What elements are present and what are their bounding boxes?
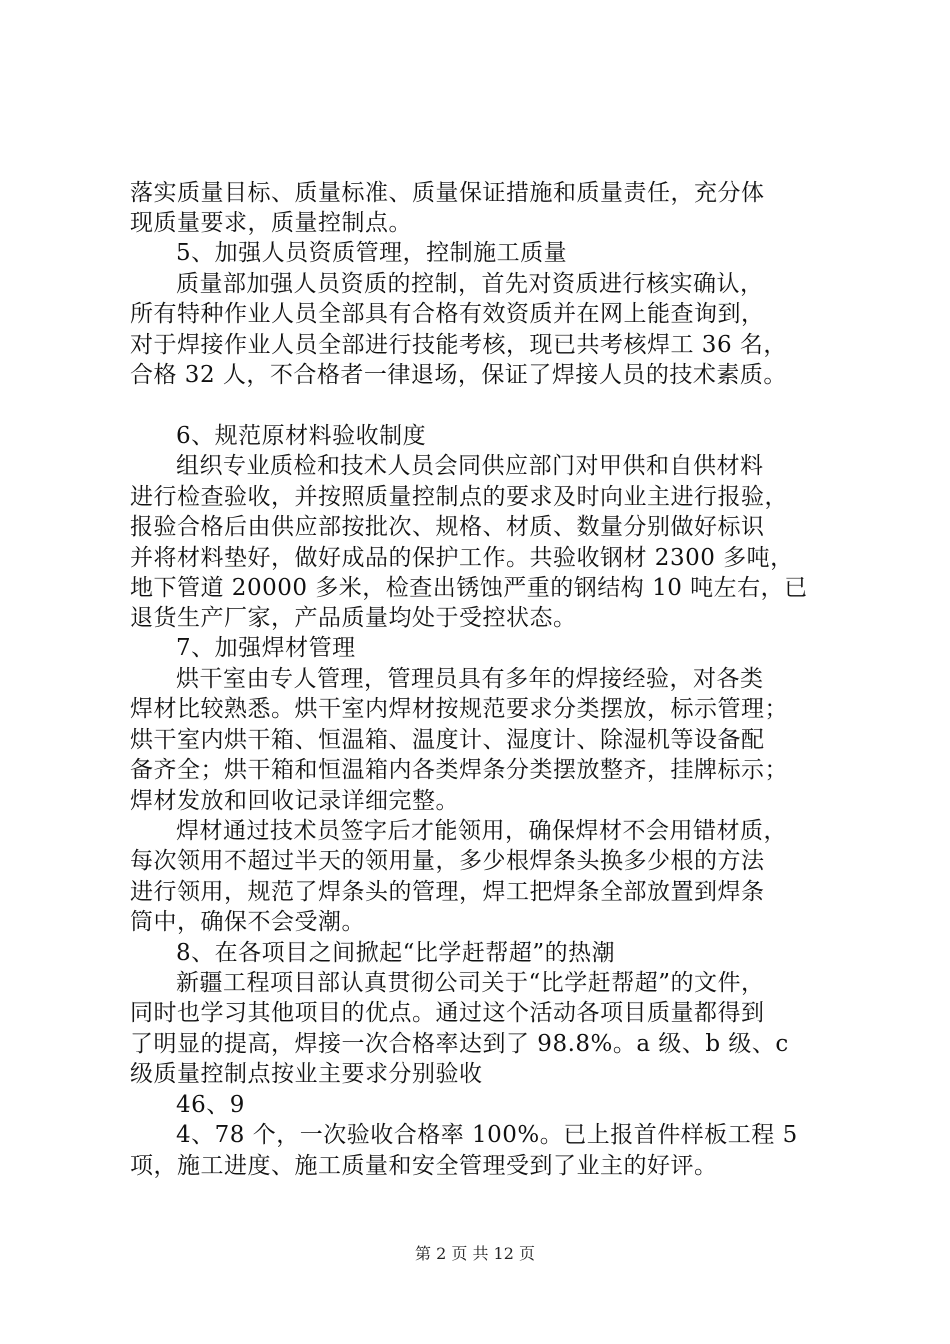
text-line: 进行检查验收，并按照质量控制点的要求及时向业主进行报验， (130, 484, 788, 510)
text-line: 落实质量目标、质量标准、质量保证措施和质量责任，充分体 (130, 180, 765, 206)
text-line: 烘干室由专人管理，管理员具有多年的焊接经验，对各类 (176, 666, 764, 692)
text-line: 焊材发放和回收记录详细完整。 (130, 788, 459, 814)
section-heading: 6、规范原材料验收制度 (176, 423, 427, 449)
text-line: 备齐全；烘干箱和恒温箱内各类焊条分类摆放整齐，挂牌标示； (130, 757, 788, 783)
text-line: 现质量要求，质量控制点。 (130, 210, 412, 236)
section-heading: 5、加强人员资质管理，控制施工质量 (176, 240, 568, 266)
section-heading: 7、加强焊材管理 (176, 635, 356, 661)
text-line: 筒中，确保不会受潮。 (130, 909, 365, 935)
text-line: 46、9 (176, 1092, 245, 1118)
text-line: 组织专业质检和技术人员会同供应部门对甲供和自供材料 (176, 453, 764, 479)
text-line: 质量部加强人员资质的控制，首先对资质进行核实确认， (176, 271, 764, 297)
text-line: 每次领用不超过半天的领用量，多少根焊条头换多少根的方法 (130, 848, 765, 874)
text-line: 报验合格后由供应部按批次、规格、材质、数量分别做好标识 (130, 514, 765, 540)
text-line: 烘干室内烘干箱、恒温箱、温度计、湿度计、除湿机等设备配 (130, 727, 765, 753)
text-line: 对于焊接作业人员全部进行技能考核，现已共考核焊工 36 名， (130, 332, 787, 358)
text-line: 项，施工进度、施工质量和安全管理受到了业主的好评。 (130, 1153, 718, 1179)
text-line: 4、78 个，一次验收合格率 100%。已上报首件样板工程 5 (176, 1122, 798, 1148)
text-line: 退货生产厂家，产品质量均处于受控状态。 (130, 605, 577, 631)
text-line: 了明显的提高，焊接一次合格率达到了 98.8%。a 级、b 级、c (130, 1031, 789, 1057)
text-line: 级质量控制点按业主要求分别验收 (130, 1061, 483, 1087)
text-line: 进行领用，规范了焊条头的管理，焊工把焊条全部放置到焊条 (130, 879, 765, 905)
text-line: 地下管道 20000 多米，检查出锈蚀严重的钢结构 10 吨左右，已 (130, 575, 808, 601)
text-line: 新疆工程项目部认真贯彻公司关于“比学赶帮超”的文件， (176, 970, 765, 996)
text-line: 所有特种作业人员全部具有合格有效资质并在网上能查询到， (130, 301, 765, 327)
section-heading: 8、在各项目之间掀起“比学赶帮超”的热潮 (176, 940, 616, 966)
text-line: 并将材料垫好，做好成品的保护工作。共验收钢材 2300 多吨， (130, 545, 794, 571)
page-number-footer: 第 2 页 共 12 页 (415, 1244, 535, 1263)
text-line: 同时也学习其他项目的优点。通过这个活动各项目质量都得到 (130, 1000, 765, 1026)
text-line: 合格 32 人，不合格者一律退场，保证了焊接人员的技术素质。 (130, 362, 787, 388)
text-line: 焊材通过技术员签字后才能领用，确保焊材不会用错材质， (176, 818, 787, 844)
text-line: 焊材比较熟悉。烘干室内焊材按规范要求分类摆放，标示管理； (130, 696, 788, 722)
